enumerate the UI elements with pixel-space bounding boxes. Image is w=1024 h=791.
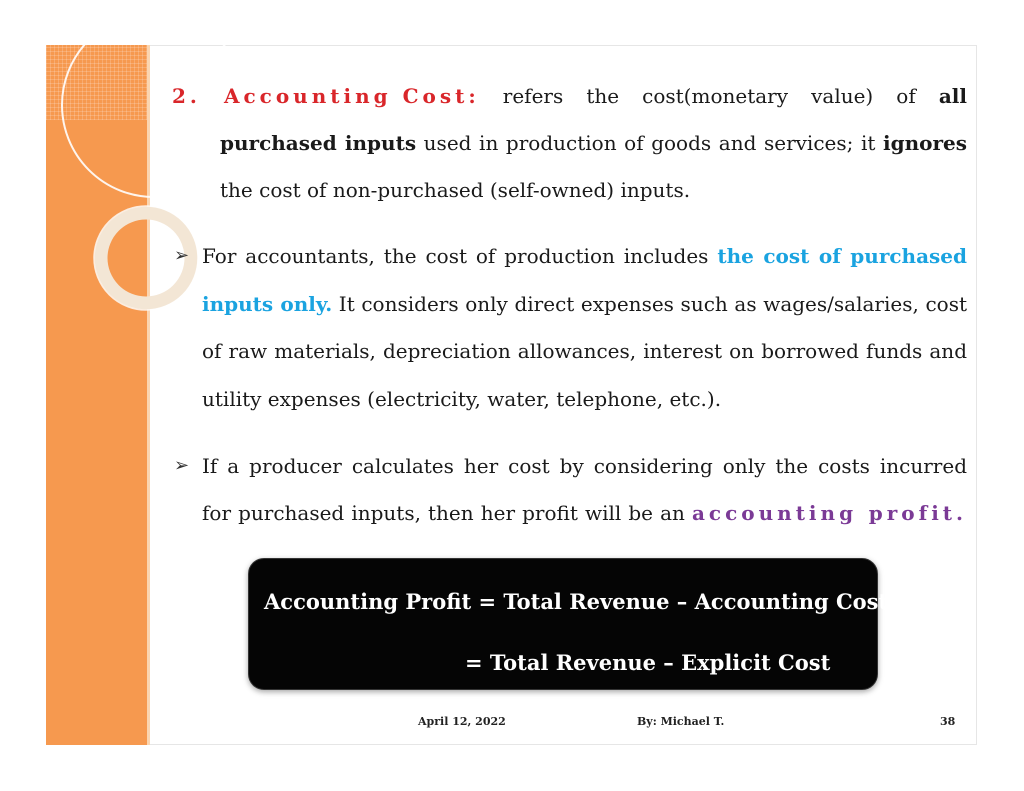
bullet1-line-4: utility expenses (electricity, water, telephone, etc.).: [202, 387, 722, 411]
formula-line-1: Accounting Profit = Total Revenue – Accounting Cost: [264, 589, 889, 614]
footer-date: April 12, 2022: [418, 715, 506, 728]
heading-bold-phrase: purchased inputs: [220, 131, 417, 155]
heading-word: cost(monetary: [642, 84, 789, 108]
heading-line-3: the cost of non-purchased (self-owned) inputs.: [220, 178, 691, 202]
heading-number: 2.: [172, 84, 201, 108]
arrow-bullet-icon: ➢: [174, 245, 190, 266]
footer-author: By: Michael T.: [637, 715, 725, 728]
heading-word: of: [896, 84, 916, 108]
bullet2-text: for purchased inputs, then her profit will be an: [202, 501, 692, 525]
formula-box: [248, 558, 889, 690]
bullet1-highlight: the cost of purchased: [717, 244, 968, 268]
bullet2-highlight: accounting profit.: [691, 501, 968, 525]
heading-bold-ignores: ignores: [883, 131, 967, 155]
heading-term: Accounting Cost:: [223, 84, 480, 108]
arrow-bullet-icon: ➢: [174, 455, 190, 476]
bullet1-line-2: [202, 294, 967, 314]
heading-word: the: [586, 84, 620, 108]
formula-line-2: = Total Revenue – Explicit Cost: [465, 650, 831, 675]
bullet1-text-2: It considers only direct expenses such as wages/salaries, cost: [332, 292, 967, 316]
bullet1-line-3: of raw materials, depreciation allowances, interest on borrowed funds and: [202, 339, 967, 363]
heading-line-1: [172, 86, 967, 106]
heading-word: value): [811, 84, 874, 108]
bullet1-highlight-2: inputs only.: [202, 292, 333, 316]
heading-word: refers: [502, 84, 564, 108]
footer-page-number: 38: [940, 715, 956, 728]
heading-text: used in production of goods and services; it: [416, 131, 883, 155]
heading-line-2: [220, 133, 967, 153]
heading-bold-word: all: [938, 84, 967, 108]
bullet1-line-1: [202, 246, 967, 266]
bullet2-line-1: If a producer calculates her cost by considering only the costs incurred: [202, 454, 967, 478]
bullet2-line-2: [202, 503, 967, 523]
bullet1-text: For accountants, the cost of production includes: [202, 244, 718, 268]
